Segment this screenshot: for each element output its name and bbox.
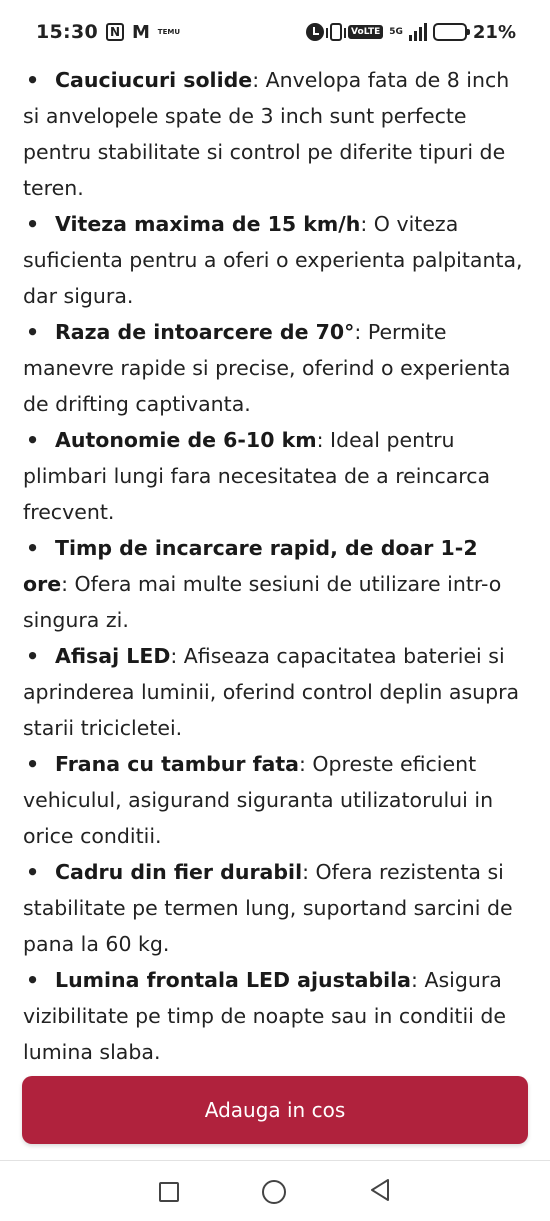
feature-title: Afisaj LED: [55, 644, 171, 668]
add-to-cart-container: [22, 1076, 528, 1144]
battery-percent: 21%: [472, 21, 516, 43]
bullet-icon: •: [26, 752, 40, 776]
bullet-icon: •: [26, 860, 40, 884]
add-to-cart-button[interactable]: Adauga in cos: [22, 1076, 528, 1144]
feature-item: [23, 206, 526, 314]
nfc-icon: N: [106, 23, 124, 41]
feature-title: Cadru din fier durabil: [55, 860, 303, 884]
feature-item: [23, 530, 526, 638]
bullet-icon: •: [26, 644, 40, 668]
recent-apps-icon[interactable]: [159, 1182, 179, 1202]
feature-title: Autonomie de 6-10 km: [55, 428, 317, 452]
feature-title: Viteza maxima de 15 km/h: [55, 212, 361, 236]
feature-description: : Ofera mai multe sesiuni de utilizare intr-o singura zi.: [23, 572, 502, 632]
feature-description: : Ofera rezistenta si stabilitate pe termen lung, suportand sarcini de pana la 60 kg.: [23, 860, 513, 956]
feature-item: [23, 62, 526, 206]
feature-item: [23, 422, 526, 530]
divider: [0, 1160, 550, 1161]
feature-title: Frana cu tambur fata: [55, 752, 299, 776]
status-bar-right: [306, 22, 516, 43]
feature-item: [23, 314, 526, 422]
feature-item: [23, 854, 526, 962]
feature-description: : Ideal pentru plimbari lungi fara necesitatea de a reincarca frecvent.: [23, 428, 491, 524]
battery-icon: [433, 23, 467, 41]
status-time: 15:30: [36, 21, 98, 43]
volte-icon: VoLTE: [348, 25, 383, 39]
feature-description: : Permite manevre rapide si precise, oferind o experienta de drifting captivanta.: [23, 320, 511, 416]
bullet-icon: •: [26, 968, 40, 992]
bullet-icon: •: [26, 536, 40, 560]
temu-icon: TEMU: [157, 27, 181, 36]
back-icon[interactable]: [369, 1178, 391, 1206]
feature-list: [23, 62, 526, 1070]
product-description: [0, 62, 550, 1070]
feature-item: [23, 638, 526, 746]
gmail-icon: M: [131, 21, 150, 43]
feature-item: [23, 962, 526, 1070]
home-icon[interactable]: [262, 1180, 286, 1204]
system-nav-bar: [0, 1162, 550, 1221]
feature-description: : O viteza suficienta pentru a oferi o experienta palpitanta, dar sigura.: [23, 212, 523, 308]
signal-icon: [409, 23, 427, 41]
feature-title: Lumina frontala LED ajustabila: [55, 968, 412, 992]
bullet-icon: •: [26, 68, 40, 92]
feature-title: Timp de incarcare rapid, de doar 1-2 ore: [23, 536, 478, 596]
feature-title: Cauciucuri solide: [55, 68, 253, 92]
feature-description: : Afiseaza capacitatea bateriei si aprinderea luminii, oferind control deplin asupra starii tricicletei.: [23, 644, 520, 740]
feature-description: : Anvelopa fata de 8 inch si anvelopele spate de 3 inch sunt perfecte pentru stabilitate si control pe diferite tipuri de teren.: [23, 68, 510, 200]
bullet-icon: •: [26, 320, 40, 344]
bullet-icon: •: [26, 212, 40, 236]
status-bar-left: [36, 21, 180, 43]
feature-description: : Asigura vizibilitate pe timp de noapte sau in conditii de lumina slaba.: [23, 968, 506, 1064]
alarm-icon: [306, 23, 324, 41]
network-type: 5G: [389, 26, 403, 37]
feature-item: [23, 746, 526, 854]
vibrate-icon: [330, 23, 342, 41]
status-bar: [0, 0, 550, 64]
feature-title: Raza de intoarcere de 70°: [55, 320, 355, 344]
feature-description: : Opreste eficient vehiculul, asigurand siguranta utilizatorului in orice conditii.: [23, 752, 494, 848]
bullet-icon: •: [26, 428, 40, 452]
